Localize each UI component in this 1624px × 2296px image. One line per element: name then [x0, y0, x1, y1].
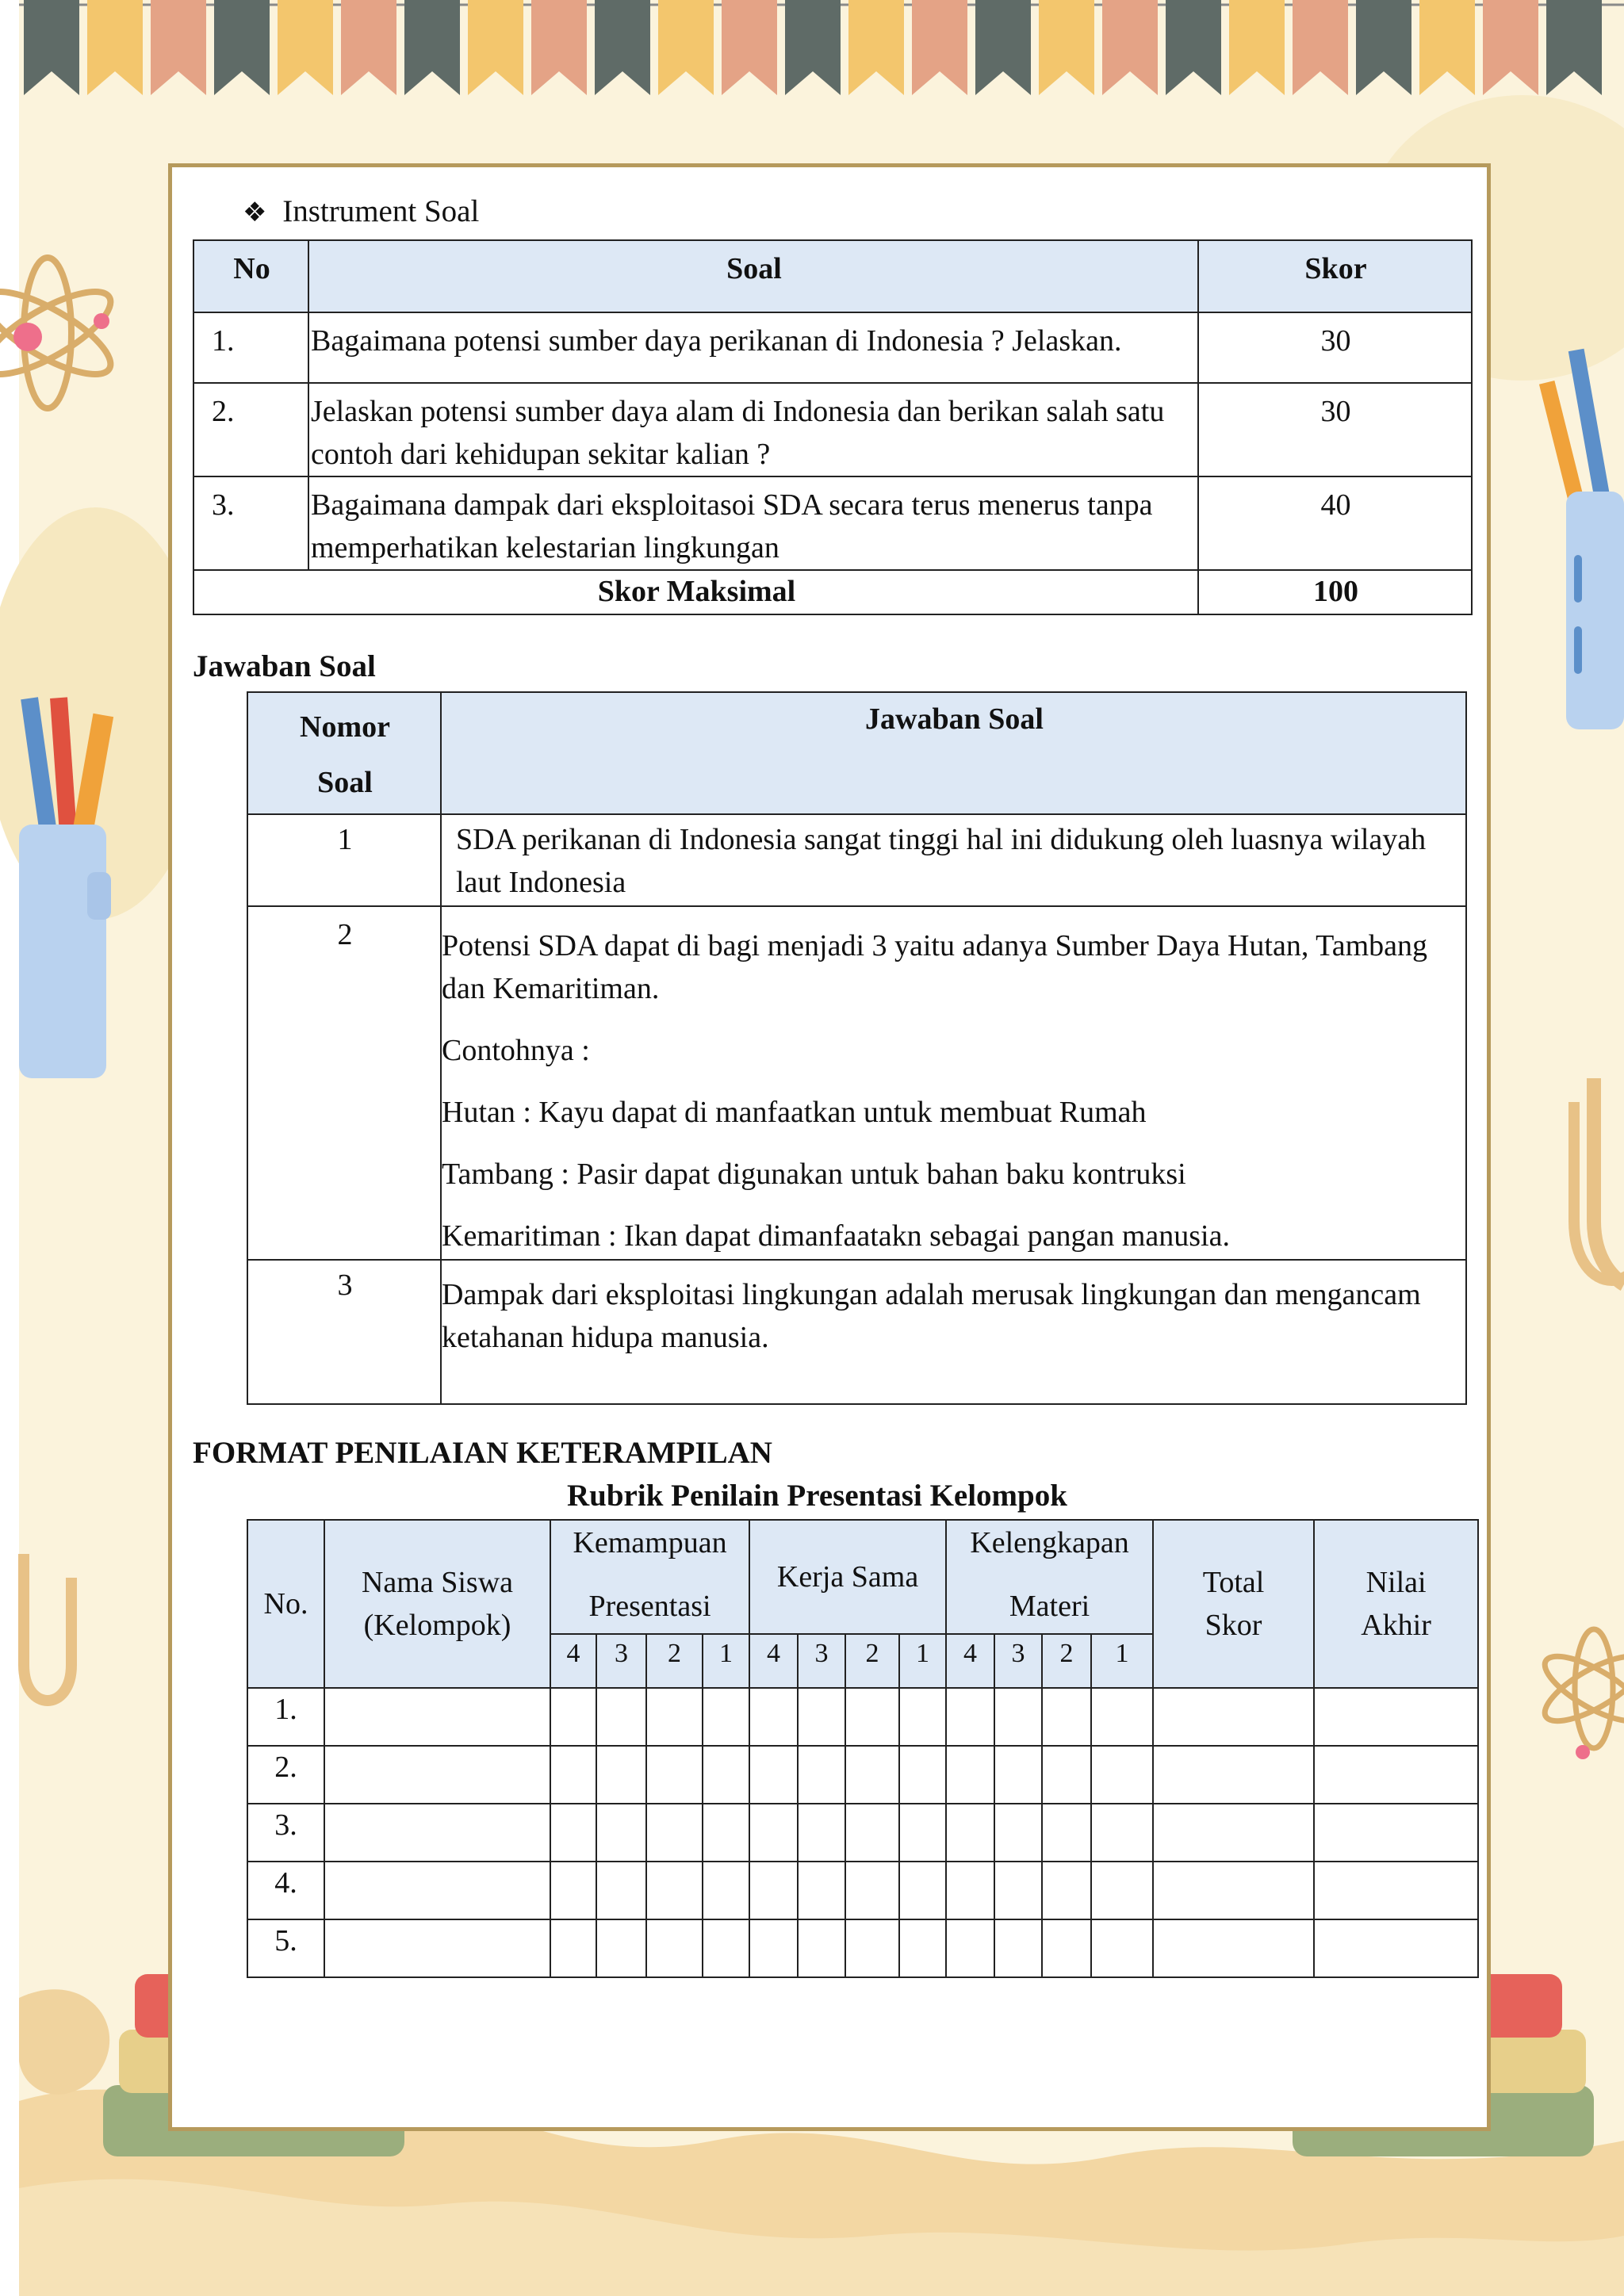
- header-no: No: [193, 240, 308, 312]
- group-line2: Materi: [1009, 1590, 1090, 1623]
- score-3: 3: [994, 1634, 1042, 1688]
- table-row: [193, 476, 1472, 570]
- row-no: 2.: [193, 383, 308, 476]
- answer-line: Dampak dari eksploitasi lingkungan adalah merusak lingkungan dan mengancam ketahanan hidupa manusia.: [442, 1278, 1421, 1354]
- header-skor: Skor: [1198, 240, 1472, 312]
- table-row: [247, 814, 1466, 906]
- answer-no: 2: [247, 906, 441, 1260]
- group-line1: Kelengkapan: [970, 1526, 1129, 1559]
- col-total: [1153, 1520, 1314, 1688]
- table-header-row: [247, 692, 1466, 814]
- answer-text: [441, 814, 1466, 906]
- header-soal: Soal: [308, 240, 1198, 312]
- score-2: 2: [646, 1634, 703, 1688]
- answer-line: Contohnya :: [442, 1034, 590, 1067]
- answer-line: Potensi SDA dapat di bagi menjadi 3 yaitu adanya Sumber Daya Hutan, Tambang dan Kemaritiman.: [442, 929, 1427, 1005]
- score-4: 4: [946, 1634, 994, 1688]
- col-nama-line1: Nama Siswa: [361, 1566, 514, 1599]
- rubric-subheading: Rubrik Penilain Presentasi Kelompok: [567, 1479, 1067, 1513]
- table-row: [193, 383, 1472, 476]
- jawaban-heading: Jawaban Soal: [193, 649, 376, 683]
- col-nilai-line1: Nilai: [1365, 1566, 1427, 1599]
- answer-text: [441, 906, 1466, 1260]
- rubric-table: [247, 1519, 1479, 1978]
- table-row: [193, 312, 1472, 383]
- answer-line: Kemaritiman : Ikan dapat dimanfaatakn sebagai pangan manusia.: [442, 1219, 1230, 1253]
- table-row: [247, 906, 1466, 1260]
- row-no: 1.: [193, 312, 308, 383]
- col-total-line2: Skor: [1205, 1609, 1262, 1642]
- row-soal: Bagaimana dampak dari eksploitasoi SDA secara terus menerus tanpa memperhatikan kelestarian lingkungan: [308, 476, 1198, 570]
- col-nilai: [1314, 1520, 1478, 1688]
- instrument-heading: [243, 193, 479, 229]
- group-kelengkapan: [946, 1520, 1153, 1634]
- row-skor: 30: [1198, 383, 1472, 476]
- group-kerja-sama: Kerja Sama: [749, 1520, 946, 1634]
- table-row: [247, 1688, 1478, 1746]
- total-label: Skor Maksimal: [193, 570, 1198, 614]
- score-4: 4: [550, 1634, 596, 1688]
- score-2: 2: [1042, 1634, 1091, 1688]
- score-3: 3: [798, 1634, 845, 1688]
- col-nama: [324, 1520, 550, 1688]
- answer-line: Tambang : Pasir dapat digunakan untuk bahan baku kontruksi: [442, 1158, 1186, 1191]
- col-total-line1: Total: [1202, 1566, 1265, 1599]
- answer-text: [441, 1260, 1466, 1404]
- score-1: 1: [703, 1634, 749, 1688]
- group-line1: Kemampuan: [573, 1526, 727, 1559]
- row-skor: 30: [1198, 312, 1472, 383]
- table-row: [247, 1260, 1466, 1404]
- score-4: 4: [749, 1634, 798, 1688]
- group-line2: Presentasi: [588, 1590, 711, 1623]
- answer-table: [247, 691, 1467, 1405]
- col-no: No.: [247, 1520, 324, 1688]
- total-row: [193, 570, 1472, 614]
- answer-line: SDA perikanan di Indonesia sangat tinggi hal ini didukung oleh luasnya wilayah laut Indonesia: [456, 823, 1427, 899]
- answer-no: 1: [247, 814, 441, 906]
- answer-no: 3: [247, 1260, 441, 1404]
- col-nilai-line2: Akhir: [1361, 1609, 1431, 1642]
- row-no: 3.: [193, 476, 308, 570]
- row-number: 2.: [247, 1746, 324, 1804]
- instrument-title: Instrument Soal: [282, 194, 480, 228]
- diamond-bullet-icon: ❖: [243, 197, 267, 228]
- header-nomor-line1: Nomor: [300, 710, 390, 744]
- row-number: 5.: [247, 1919, 324, 1977]
- score-3: 3: [596, 1634, 646, 1688]
- score-1: 1: [1091, 1634, 1153, 1688]
- format-heading: FORMAT PENILAIAN KETERAMPILAN: [193, 1436, 772, 1470]
- row-number: 4.: [247, 1862, 324, 1919]
- score-2: 2: [845, 1634, 899, 1688]
- table-header-row: [193, 240, 1472, 312]
- row-skor: 40: [1198, 476, 1472, 570]
- header-jawaban: Jawaban Soal: [441, 692, 1466, 814]
- answer-line: Hutan : Kayu dapat di manfaatkan untuk membuat Rumah: [442, 1096, 1147, 1129]
- total-value: 100: [1198, 570, 1472, 614]
- rubric-header-row: [247, 1520, 1478, 1634]
- table-row: [247, 1746, 1478, 1804]
- col-nama-line2: (Kelompok): [363, 1609, 511, 1642]
- instrument-table: [193, 239, 1473, 615]
- row-number: 1.: [247, 1688, 324, 1746]
- table-row: [247, 1804, 1478, 1862]
- row-soal: Bagaimana potensi sumber daya perikanan di Indonesia ? Jelaskan.: [308, 312, 1198, 383]
- header-nomor-line2: Soal: [317, 766, 373, 799]
- score-1: 1: [899, 1634, 946, 1688]
- table-row: [247, 1919, 1478, 1977]
- header-nomor-soal: [247, 692, 441, 814]
- row-soal: Jelaskan potensi sumber daya alam di Indonesia dan berikan salah satu contoh dari kehidupan sekitar kalian ?: [308, 383, 1198, 476]
- table-row: [247, 1862, 1478, 1919]
- row-number: 3.: [247, 1804, 324, 1862]
- group-kemampuan: [550, 1520, 749, 1634]
